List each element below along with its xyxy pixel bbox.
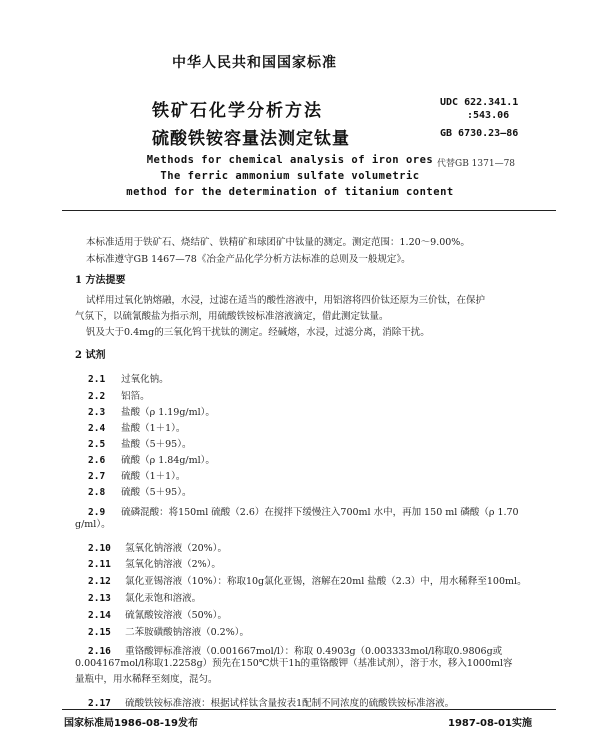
section-1-para1-line2: 气氛下，以硫氰酸盐为指示剂，用硫酸铁铵标准溶液滴定，借此测定钛量。 <box>75 311 389 322</box>
list-item-continuation: 0.004167mol/l称取1.2258g）预先在150℃烘干1h的重铬酸钾（基准试剂），溶于水，移入1000ml容 <box>75 658 513 669</box>
document-title-line2: 硫酸铁铵容量法测定钛量 <box>152 129 350 149</box>
standard-organization: 中华人民共和国国家标准 <box>172 55 337 71</box>
replaces-note: 代替GB 1371—78 <box>437 159 516 169</box>
udc-code-continued: :543.06 <box>467 110 510 121</box>
document-title-line1: 铁矿石化学分析方法 <box>152 101 323 121</box>
section-1-heading: 1 方法提要 <box>75 275 126 286</box>
header-divider <box>62 210 556 211</box>
issue-date: 国家标准局1986-08-19发布 <box>64 718 198 729</box>
list-item: 2.16 重铬酸钾标准溶液（0.001667mol/l）：称取 0.4903g（0.003333mol/l称取0.9806g或 <box>88 646 503 657</box>
section-1-para2: 钒及大于0.4mg的三氧化钨干扰钛的测定。经碱熔，水浸，过滤分离，消除干扰。 <box>86 327 430 338</box>
english-title-line2: The ferric ammonium sulfate volumetric <box>160 170 420 182</box>
list-item: 2.15 二苯胺磺酸钠溶液（0.2%）。 <box>88 627 249 638</box>
list-item: 2.5 盐酸（5＋95）。 <box>88 439 192 450</box>
list-item: 2.1 过氧化钠。 <box>88 374 169 385</box>
list-item: 2.3 盐酸（ρ 1.19g/ml）。 <box>88 407 215 418</box>
section-1-para1-line1: 试样用过氧化钠熔融，水浸，过滤在适当的酸性溶液中，用铝溶将四价钛还原为三价钛，在保护 <box>86 295 486 306</box>
section-2-heading: 2 试剂 <box>75 350 106 361</box>
list-item: 2.14 硫氰酸铵溶液（50%）。 <box>88 610 227 621</box>
list-item-continuation: g/ml）。 <box>75 519 111 530</box>
compliance-paragraph: 本标准遵守GB 1467—78《冶金产品化学分析方法标准的总则及一般规定》。 <box>86 254 411 265</box>
footer-divider <box>62 709 556 710</box>
list-item: 2.4 盐酸（1＋1）。 <box>88 423 186 434</box>
list-item: 2.11 氢氧化钠溶液（2%）。 <box>88 559 221 570</box>
effective-date: 1987-08-01实施 <box>448 718 532 729</box>
scope-paragraph: 本标准适用于铁矿石、烧结矿、铁精矿和球团矿中钛量的测定。测定范围：1.20～9.00%。 <box>86 237 470 248</box>
list-item: 2.6 硫酸（ρ 1.84g/ml）。 <box>88 455 215 466</box>
list-item: 2.13 氯化汞饱和溶液。 <box>88 593 202 604</box>
english-title-line1: Methods for chemical analysis of iron ores <box>146 154 434 166</box>
list-item: 2.10 氢氧化钠溶液（20%）。 <box>88 543 227 554</box>
list-item: 2.17 硫酸铁铵标准溶液：根据试样钛含量按表1配制不同浓度的硫酸铁铵标准溶液。 <box>88 698 455 709</box>
list-item: 2.2 铝箔。 <box>88 391 150 402</box>
udc-code: UDC 622.341.1 <box>440 97 519 108</box>
list-item: 2.9 硫磷混酸：将150ml 硫酸（2.6）在搅拌下缓慢注入700ml 水中，再加 150 ml 磷酸（ρ 1.70 <box>88 507 519 518</box>
list-item: 2.12 氯化亚锡溶液（10%）：称取10g氯化亚锡，溶解在20ml 盐酸（2.3）中，用水稀释至100ml。 <box>88 576 527 587</box>
english-title-line3: method for the determination of titanium content <box>126 186 454 198</box>
list-item: 2.8 硫酸（5＋95）。 <box>88 487 192 498</box>
gb-number: GB 6730.23—86 <box>440 128 519 139</box>
list-item: 2.7 硫酸（1＋1）。 <box>88 471 186 482</box>
list-item-continuation: 量瓶中，用水稀释至刻度，混匀。 <box>75 674 218 685</box>
